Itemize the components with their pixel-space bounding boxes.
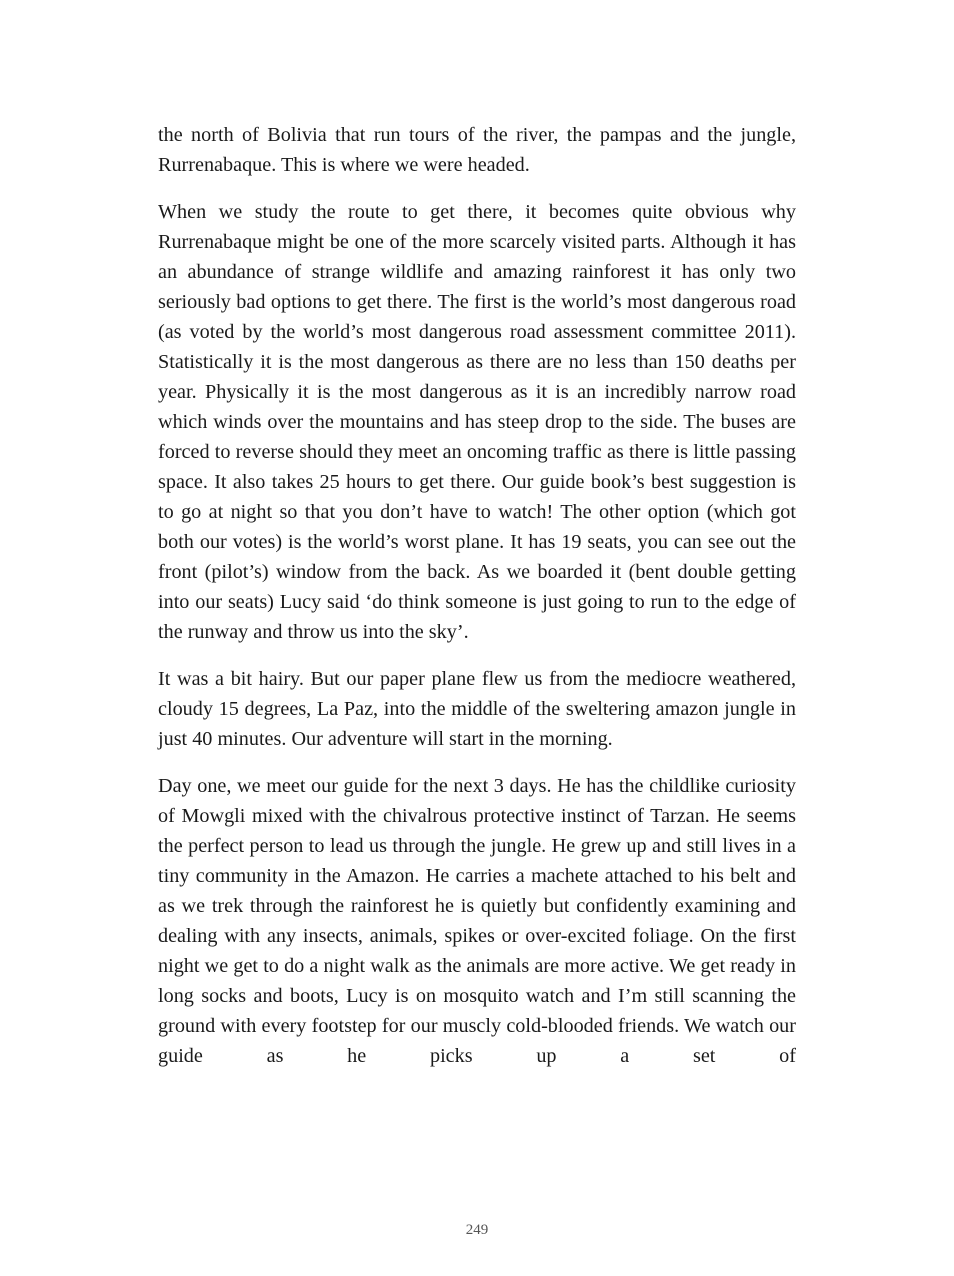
- paragraph-1: the north of Bolivia that run tours of the river, the pampas and the jungle, Rurrenabaque. This is where we were headed.: [158, 124, 796, 176]
- body-text: [158, 120, 796, 1088]
- paragraph-3: It was a bit hairy. But our paper plane flew us from the mediocre weathered, cloudy 15 degrees, La Paz, into the middle of the sweltering amazon jungle in just 40 minutes. Our adventure will start in the morning.: [158, 668, 796, 750]
- paragraph-2: When we study the route to get there, it becomes quite obvious why Rurrenabaque might be one of the more scarcely visited parts. Although it has an abundance of strange wildlife and amazing rainforest it has only two seriously bad options to get there. The first is the world’s most dangerous road (as voted by the world’s most dangerous road assessment committee 2011). Statistically it is the most dangerous as there are no less than 150 deaths per year. Physically it is the most dangerous as it is an incredibly narrow road which winds over the mountains and has steep drop to the side. The buses are forced to reverse should they meet an oncoming traffic as there is little passing space. It also takes 25 hours to get there. Our guide book’s best suggestion is to go at night so that you don’t have to watch! The other option (which got both our votes) is the world’s worst plane. It has 19 seats, you can see out the front (pilot’s) window from the back. As we boarded it (bent double getting into our seats) Lucy said ‘do think someone is just going to run to the edge of the runway and throw us into the sky’.: [158, 201, 796, 643]
- paragraph-4: Day one, we meet our guide for the next 3 days. He has the childlike curiosity of Mowgli mixed with the chivalrous protective instinct of Tarzan. He seems the perfect person to lead us through the jungle. He grew up and still lives in a tiny community in the Amazon. He carries a machete attached to his belt and as we trek through the rainforest he is quietly but confidently examining and dealing with any insects, animals, spikes or over-excited foliage. On the first night we get to do a night walk as the animals are more active. We get ready in long socks and boots, Lucy is on mosquito watch and I’m still scanning the ground with every footstep for our muscly cold-blooded friends. We watch our guide as he picks up a set of: [158, 775, 796, 1067]
- page-number: 249: [465, 1222, 489, 1238]
